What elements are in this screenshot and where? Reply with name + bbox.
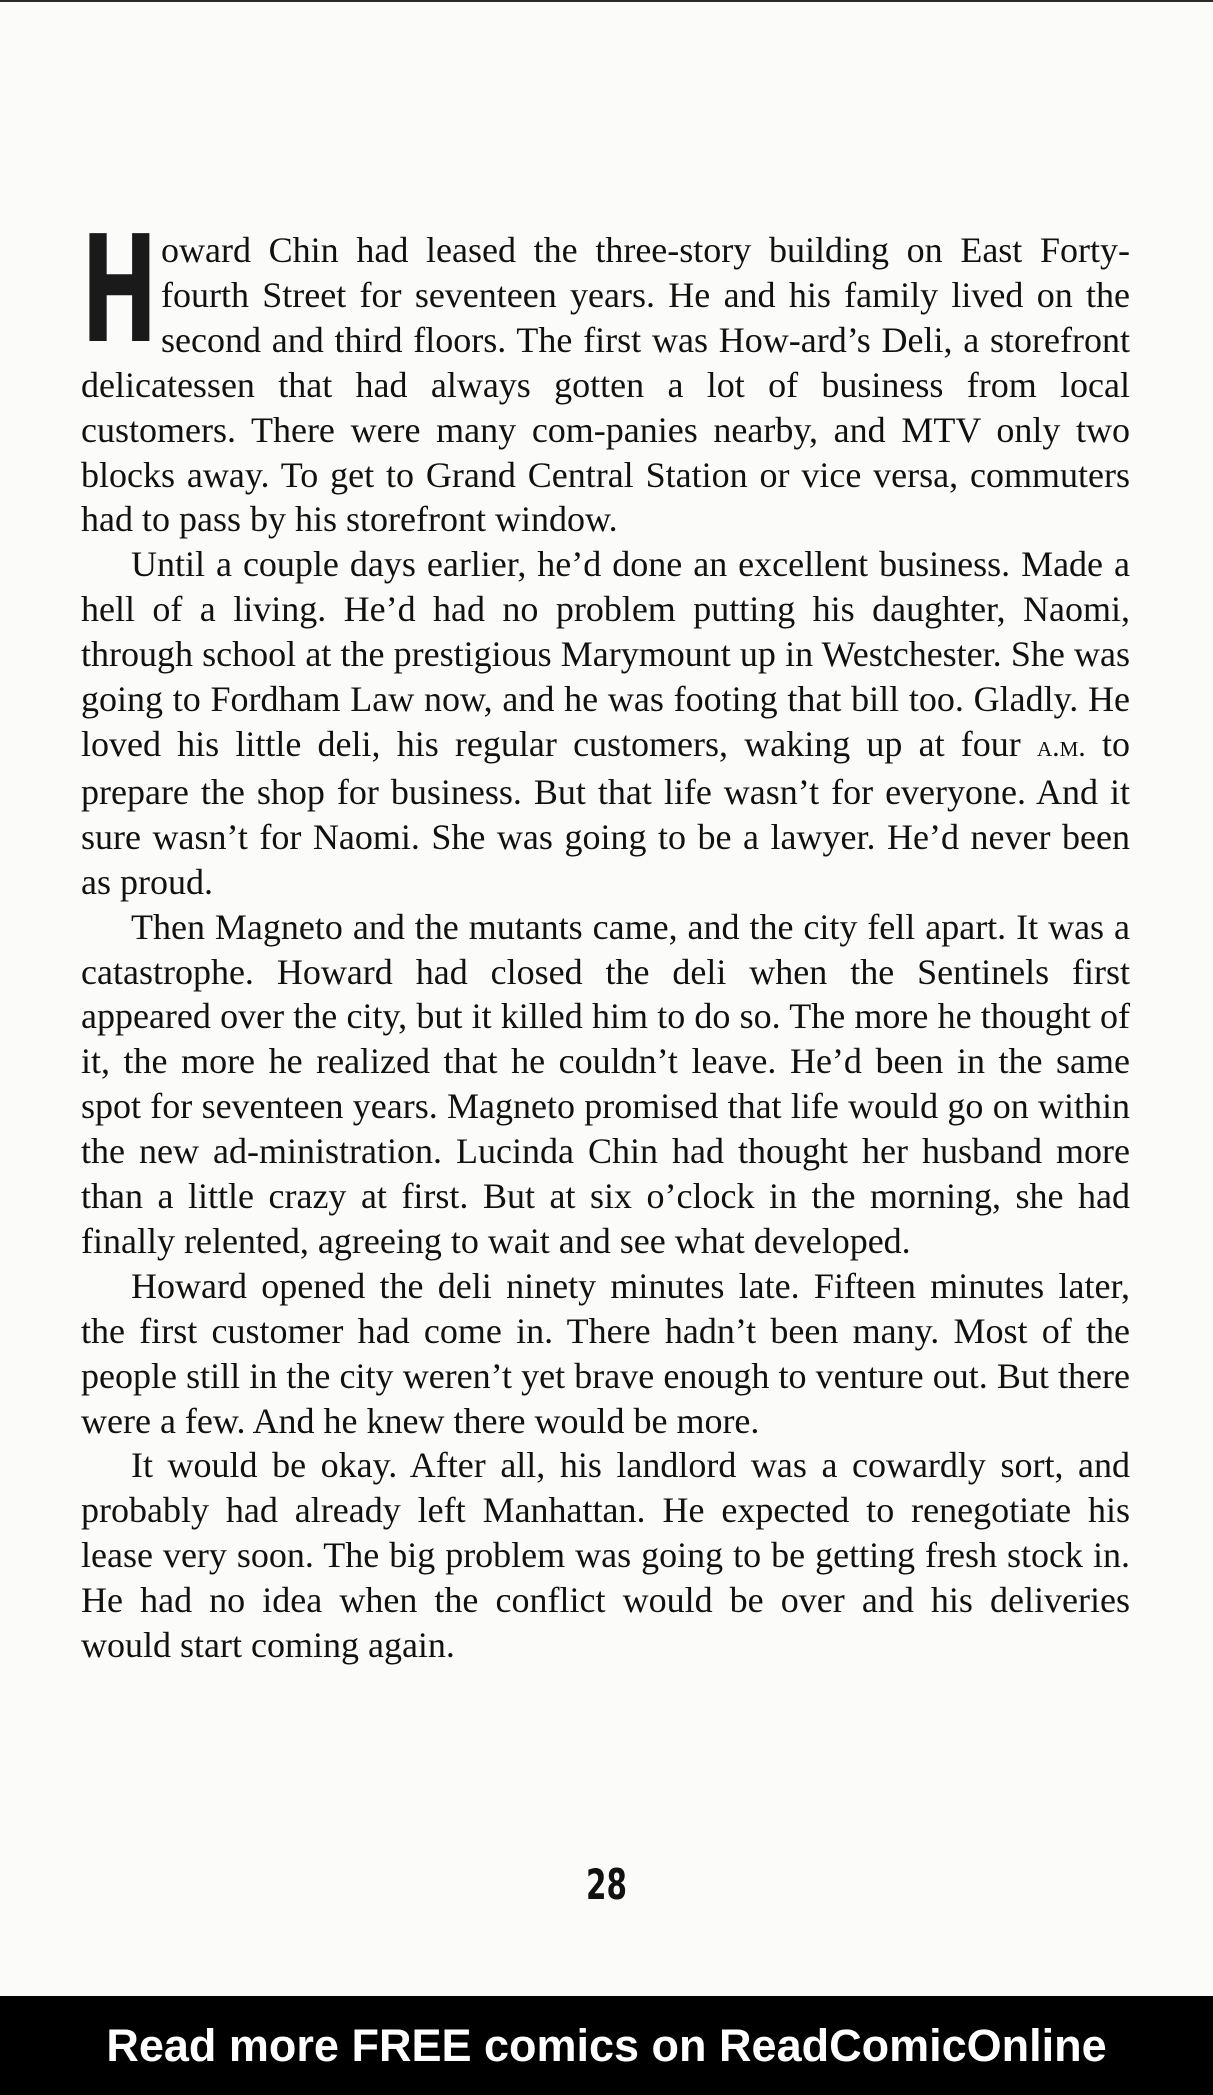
page-number: 28	[586, 1860, 627, 1909]
paragraph-2-text-a: Until a couple days earlier, he’d done an excellent business. Made a hell of a living. He’d had no problem putting his daughter, Naomi, through school at the prestigious Marymount up in Westchester. She was going to Fordham Law now, and he was footing that bill too. Gladly. He loved his little deli, his regular customers, waking up at four	[81, 544, 1130, 764]
paragraph-2-text-b: to prepare the shop for business. But that life wasn’t for everyone. And it sure wasn’t for Naomi. She was going to be a lawyer. He’d never been as proud.	[81, 723, 1131, 902]
paragraph-1-text: oward Chin had leased the three-story building on East Forty-fourth Street for seventeen years. He and his family lived on the second and third floors. The first was How-ard’s Deli, a storefront delicatessen that had always gotten a lot of business from local customers. There were many com-panies nearby, and MTV only two blocks away. To get to Grand Central Station or vice versa, commuters had to pass by his storefront window.	[81, 230, 1130, 540]
paragraph-1	[81, 204, 1130, 542]
body-text	[81, 204, 1131, 1668]
promo-banner[interactable]	[0, 1996, 1213, 2095]
paragraph-2	[81, 542, 1130, 904]
time-abbreviation: a.m.	[1036, 729, 1086, 763]
drop-cap: H	[81, 204, 157, 376]
paragraph-4: Howard opened the deli ninety minutes late. Fifteen minutes later, the first customer had come in. There hadn’t been many. Most of the people still in the city weren’t yet brave enough to venture out. But there were a few. And he knew there would be more.	[81, 1265, 1130, 1441]
promo-banner-link[interactable]: Read more FREE comics on ReadComicOnline	[106, 2019, 1107, 2071]
paragraph-5: It would be okay. After all, his landlord was a cowardly sort, and probably had already left Manhattan. He expected to renegotiate his lease very soon. The big problem was going to be getting fresh stock in. He had no idea when the conflict would be over and his deliveries would start coming again.	[81, 1445, 1130, 1666]
paragraph-3: Then Magneto and the mutants came, and the city fell apart. It was a catastrophe. Howard had closed the deli when the Sentinels first appeared over the city, but it killed him to do so. The more he thought of it, the more he realized that he couldn’t leave. He’d been in the same spot for seventeen years. Magneto promised that life would go on within the new ad-ministration. Lucinda Chin had thought her husband more than a little crazy at first. But at six o’clock in the morning, she had finally relented, agreeing to wait and see what developed.	[81, 906, 1130, 1261]
